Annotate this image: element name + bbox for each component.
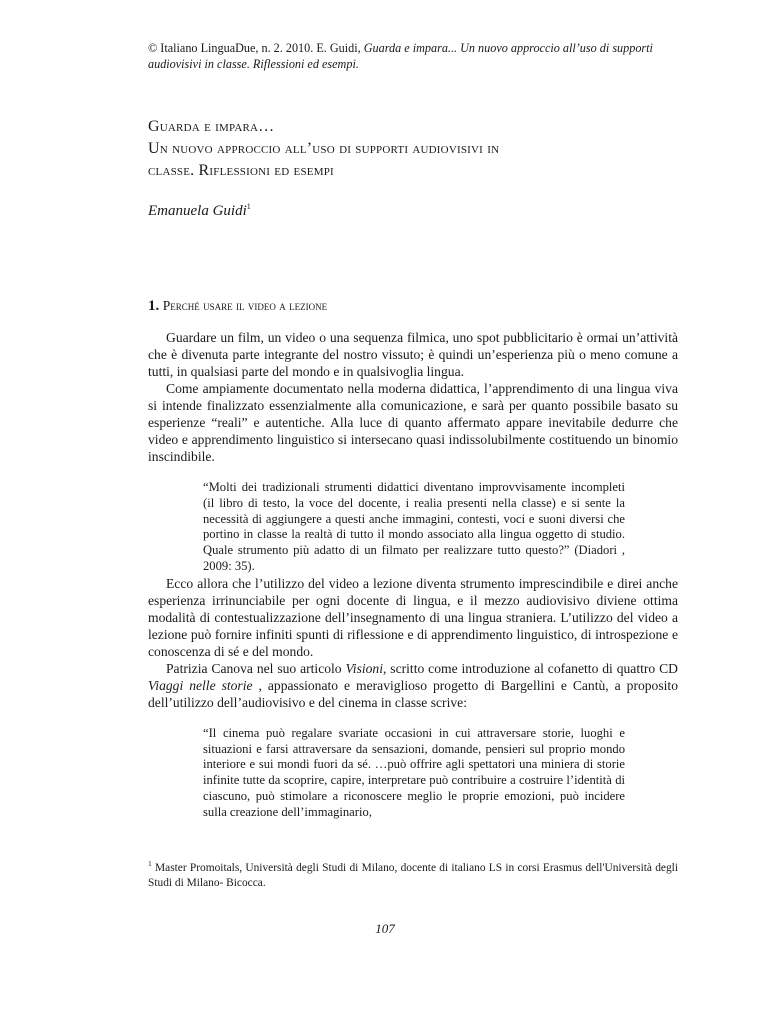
paragraph-4-part-3: , appassionato e meraviglioso progetto di Bargellini e Cantù, a proposito dell’utilizzo dell’audiovisivo e del cinema in classe scrive: — [148, 677, 678, 710]
footnote — [148, 856, 678, 891]
page-number: 107 — [375, 921, 395, 936]
running-head-plain: © Italiano LinguaDue, n. 2. 2010. E. Guidi, — [148, 41, 364, 55]
article-title — [148, 116, 678, 182]
title-line-2: Un nuovo approccio all’uso di supporti audiovisivi in — [148, 140, 500, 157]
running-head — [148, 40, 678, 72]
viaggi-title: Viaggi nelle storie — [148, 677, 253, 693]
author-footnote-mark: 1 — [246, 202, 251, 211]
section-heading — [148, 298, 678, 315]
author-name: Emanuela Guidi — [148, 203, 247, 219]
paragraph-4 — [148, 660, 678, 711]
paragraph-1: Guardare un film, un video o una sequenza filmica, uno spot pubblicitario è ormai un’attività che è divenuta parte integrante del nostro vissuto; è quindi un’esperienza più o meno comune a tutti, in qualsiasi parte del mondo e in qualsivoglia lingua. — [148, 330, 678, 379]
section-number: 1. — [148, 298, 160, 314]
page-body — [148, 40, 678, 821]
visioni-title: Visioni — [345, 660, 384, 676]
title-line-3: classe. Riflessioni ed esempi — [148, 162, 334, 179]
block-quote-1: “Molti dei tradizionali strumenti didattici diventano improvvisamente incompleti (il libro di testo, la voce del docente, i realia presenti nella classe) e si sente la necessità di aggiungere a questi anche immagini, contesti, voci e suoni diversi che portino in classe la realtà di tutto il mondo associato alla lingua oggetto di studio. Quale strumento più adatto di un filmato per realizzare tutto questo?” (Diadori , 2009: 35). — [203, 480, 625, 573]
paragraph-2: Come ampiamente documentato nella moderna didattica, l’apprendimento di una lingua viva si intende finalizzato essenzialmente alla comunicazione, e sarà per quanto possibile basato su esperienze “reali” e autentiche. Alla luce di quanto affermato appare inevitabile dedurre che video e apprendimento linguistico si intersecano quasi indissolubilmente costituendo un binomio inscindibile. — [148, 381, 678, 464]
article-text — [148, 329, 678, 821]
section-title: Perché usare il video a lezione — [162, 298, 328, 313]
paragraph-4-part-2: , scritto come introduzione al cofanetto di quattro CD — [383, 660, 678, 676]
footnote-mark: 1 — [148, 859, 152, 868]
author — [148, 202, 678, 220]
title-line-1: Guarda e impara… — [148, 118, 275, 135]
paragraph-3: Ecco allora che l’utilizzo del video a lezione diventa strumento imprescindibile e direi anche esperienza irrinunciabile per ogni docente di lingua, e il mezzo audiovisivo diviene ottima modalità di contestualizzazione dell’insegnamento di una lingua straniera. L’utilizzo del video a lezione può fornire infiniti spunti di riflessione e di apprendimento linguistico, di introspezione e conoscenza di sé e del mondo. — [148, 575, 678, 659]
running-head-italic: Guarda e impara... Un nuovo approccio all’uso di supporti audiovisivi in classe. Riflessioni ed esempi. — [148, 41, 653, 71]
paragraph-4-part-1: Patrizia Canova nel suo articolo — [166, 660, 346, 676]
footnote-text: Master Promoitals, Università degli Studi di Milano, docente di italiano LS in corsi Erasmus dell'Università degli Studi di Milano- Bicocca. — [148, 861, 678, 889]
block-quote-2: “Il cinema può regalare svariate occasioni in cui attraversare storie, luoghi e situazioni e farsi attraversare da sensazioni, domande, pensieri sul proprio mondo interiore e sui mondi fuori da sé. …può offrire agli spettatori una miniera di storie infinite tutte da scoprire, capire, interpretare può contribuire a costruire l’identità di ciascuno, può stimolare a riconoscere meglio le proprie emozioni, può incidere sulla creazione dell’immaginario, — [203, 725, 625, 819]
